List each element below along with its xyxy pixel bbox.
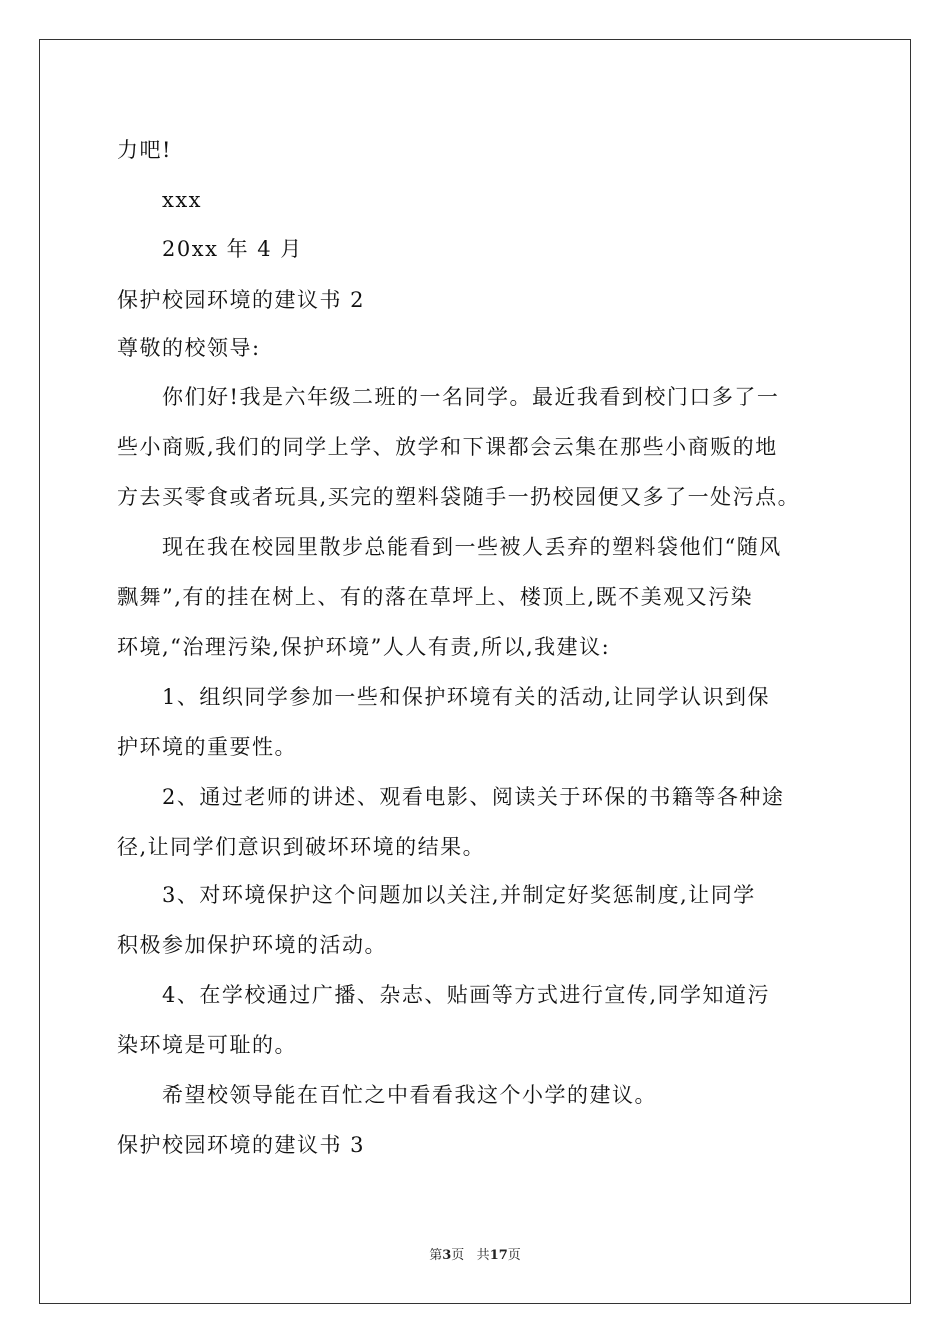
list-item-line: 2、通过老师的讲述、观看电影、阅读关于环保的书籍等各种途 (162, 785, 785, 809)
footer-page-unit: 页 (451, 1248, 465, 1263)
paragraph-line: 方去买零食或者玩具,买完的塑料袋随手一扔校园便又多了一处污点。 (117, 485, 801, 509)
salutation: 尊敬的校领导: (117, 336, 261, 360)
section-title: 保护校园环境的建议书 3 (117, 1133, 366, 1157)
footer-page-number: 3 (442, 1248, 452, 1263)
signature-line: xxx (162, 188, 203, 212)
footer-total-pages: 17 (489, 1248, 508, 1263)
list-item-line: 护环境的重要性。 (117, 735, 297, 759)
paragraph-line: 飘舞”,有的挂在树上、有的落在草坪上、楼顶上,既不美观又污染 (117, 585, 754, 609)
paragraph-line: 些小商贩,我们的同学上学、放学和下课都会云集在那些小商贩的地 (117, 435, 778, 459)
page-footer (0, 1248, 950, 1264)
paragraph-line: 你们好!我是六年级二班的一名同学。最近我看到校门口多了一 (162, 385, 780, 409)
date-line: 20xx 年 4 月 (162, 237, 303, 261)
list-item-line: 3、对环境保护这个问题加以关注,并制定好奖惩制度,让同学 (162, 883, 756, 907)
closing-line: 希望校领导能在百忙之中看看我这个小学的建议。 (162, 1083, 657, 1107)
list-item-line: 4、在学校通过广播、杂志、贴画等方式进行宣传,同学知道污 (162, 983, 771, 1007)
list-item-line: 1、组织同学参加一些和保护环境有关的活动,让同学认识到保 (162, 685, 771, 709)
paragraph-line: 环境,“治理污染,保护环境”人人有责,所以,我建议: (117, 635, 611, 659)
list-item-line: 染环境是可耻的。 (117, 1033, 297, 1057)
footer-prefix: 第 (429, 1248, 443, 1263)
section-title: 保护校园环境的建议书 2 (117, 288, 366, 312)
page-border (39, 39, 911, 1304)
paragraph-line: 现在我在校园里散步总能看到一些被人丢弃的塑料袋他们“随风 (162, 535, 782, 559)
list-item-line: 径,让同学们意识到破坏环境的结果。 (117, 835, 486, 859)
list-item-line: 积极参加保护环境的活动。 (117, 933, 387, 957)
footer-total-unit: 页 (507, 1248, 521, 1263)
text-line: 力吧! (117, 138, 172, 162)
footer-total-prefix: 共 (476, 1248, 490, 1263)
